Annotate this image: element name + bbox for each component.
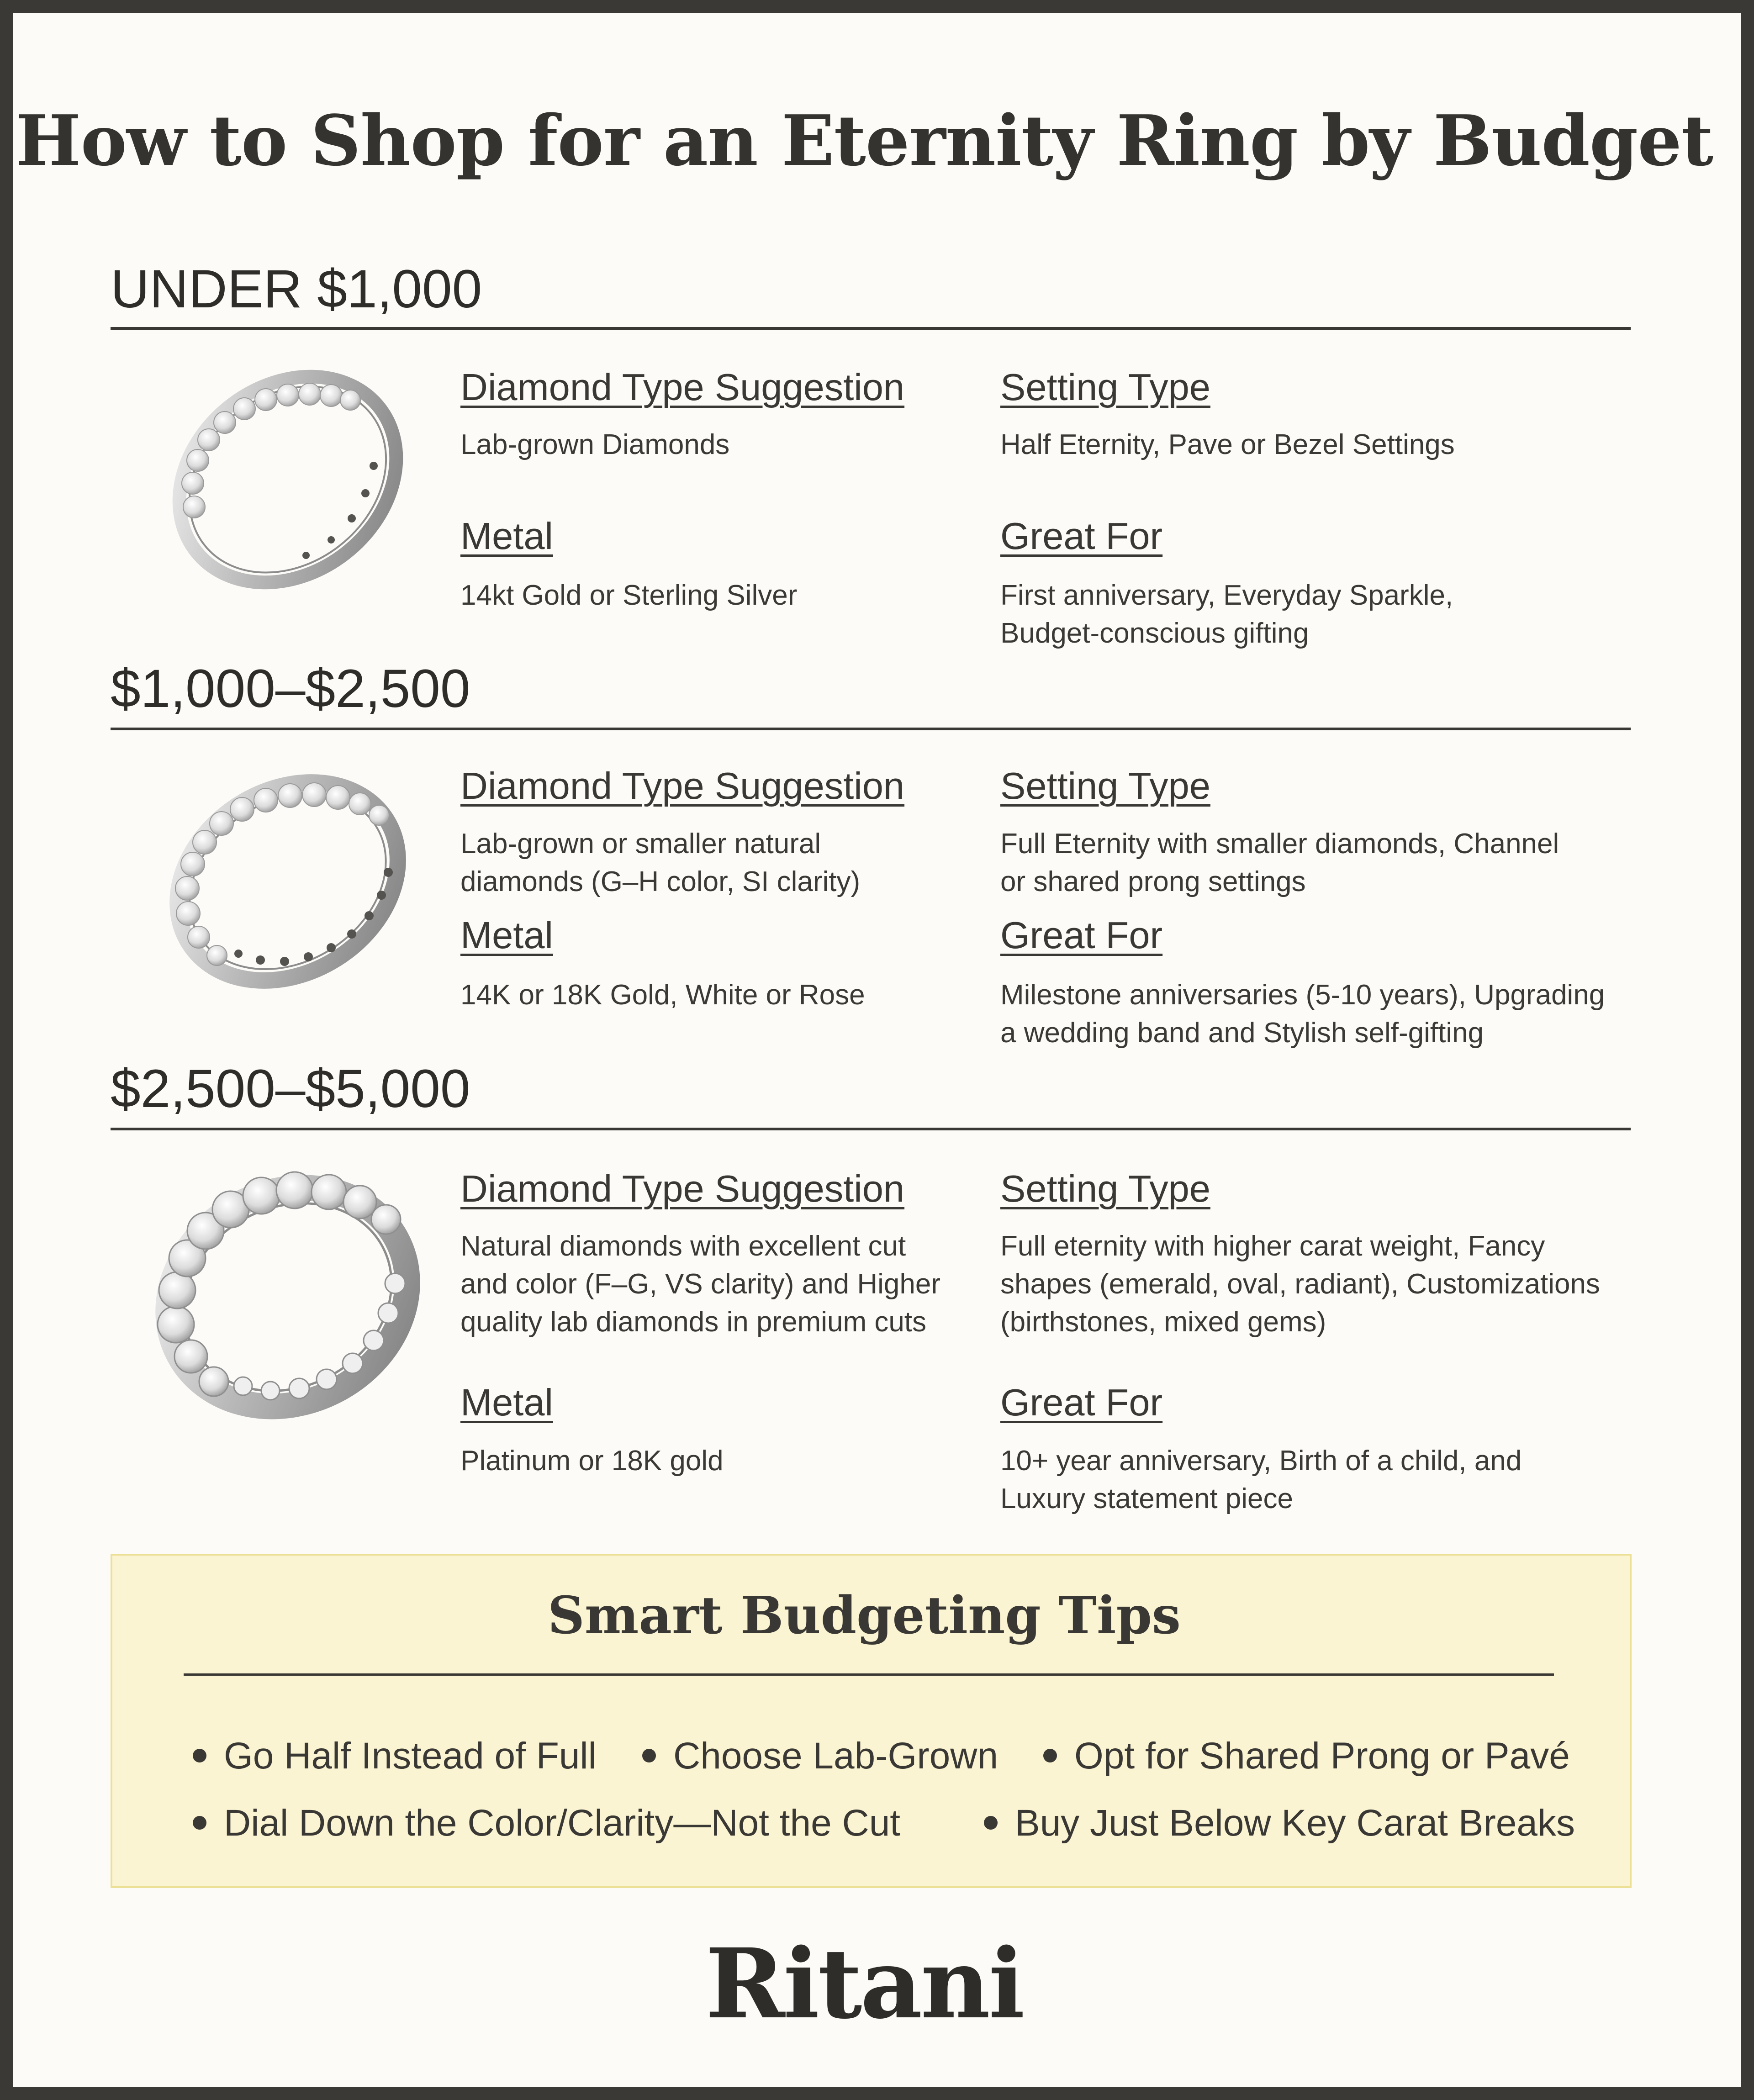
metal-value: 14kt Gold or Sterling Silver bbox=[460, 580, 798, 611]
setting-type-label: Setting Type bbox=[1000, 366, 1210, 408]
setting-type-label: Setting Type bbox=[1000, 765, 1210, 807]
setting-type-value: Full Eternity with smaller diamonds, Channel or shared prong settings bbox=[1000, 828, 1559, 897]
tip-item bbox=[1043, 1733, 1570, 1779]
setting-type-label: Setting Type bbox=[1000, 1167, 1210, 1210]
tier-divider bbox=[111, 327, 1631, 330]
diamond-type-value: Natural diamonds with excellent cut and color (F–G, VS clarity) and Higher quality lab diamonds in premium cuts bbox=[460, 1230, 940, 1338]
page-title: How to Shop for an Eternity Ring by Budget bbox=[15, 100, 1713, 181]
great-for-label: Great For bbox=[1000, 914, 1163, 956]
tier-heading-1000-2500: $1,000–$2,500 bbox=[111, 659, 470, 719]
tier-divider bbox=[111, 728, 1631, 730]
great-for-value: First anniversary, Everyday Sparkle, Budget-conscious gifting bbox=[1000, 580, 1453, 649]
metal-label: Metal bbox=[460, 914, 553, 956]
great-for-label: Great For bbox=[1000, 515, 1163, 557]
bullet-icon bbox=[984, 1816, 998, 1830]
diamond-type-label: Diamond Type Suggestion bbox=[460, 366, 905, 408]
tips-divider bbox=[184, 1673, 1554, 1676]
bullet-icon bbox=[1043, 1749, 1057, 1762]
metal-label: Metal bbox=[460, 1381, 553, 1424]
metal-value: 14K or 18K Gold, White or Rose bbox=[460, 979, 865, 1011]
great-for-value: 10+ year anniversary, Birth of a child, and Luxury statement piece bbox=[1000, 1445, 1522, 1514]
luxury-eternity-ring-image bbox=[142, 1160, 434, 1434]
setting-type-value: Half Eternity, Pave or Bezel Settings bbox=[1000, 429, 1455, 460]
tips-title: Smart Budgeting Tips bbox=[548, 1586, 1181, 1646]
diamond-type-label: Diamond Type Suggestion bbox=[460, 1167, 905, 1210]
bullet-icon bbox=[193, 1749, 206, 1762]
setting-type-value: Full eternity with higher carat weight, Fancy shapes (emerald, oval, radiant), Customizations (birthstones, mixed gems) bbox=[1000, 1230, 1600, 1338]
ritani-logo: Ritani bbox=[705, 1927, 1023, 2040]
tip-text: Buy Just Below Key Carat Breaks bbox=[1015, 1802, 1575, 1844]
tip-text: Go Half Instead of Full bbox=[224, 1735, 597, 1777]
half-eternity-ring-image bbox=[151, 356, 425, 603]
bullet-icon bbox=[642, 1749, 656, 1762]
diamond-type-value: Lab-grown Diamonds bbox=[460, 429, 730, 460]
diamond-type-value: Lab-grown or smaller natural diamonds (G–H color, SI clarity) bbox=[460, 828, 861, 897]
tip-text: Opt for Shared Prong or Pavé bbox=[1074, 1735, 1570, 1777]
tier-heading-2500-5000: $2,500–$5,000 bbox=[111, 1059, 470, 1119]
full-eternity-ring-image bbox=[151, 758, 425, 1005]
metal-value: Platinum or 18K gold bbox=[460, 1445, 724, 1477]
tip-item bbox=[984, 1800, 1575, 1846]
bullet-icon bbox=[193, 1816, 206, 1830]
metal-label: Metal bbox=[460, 515, 553, 557]
tip-item bbox=[193, 1800, 900, 1846]
diamond-type-label: Diamond Type Suggestion bbox=[460, 765, 905, 807]
great-for-value: Milestone anniversaries (5-10 years), Upgrading a wedding band and Stylish self-gifting bbox=[1000, 979, 1605, 1049]
tier-heading-under-1000: UNDER $1,000 bbox=[111, 259, 482, 319]
tip-text: Choose Lab-Grown bbox=[673, 1735, 999, 1777]
tip-text: Dial Down the Color/Clarity—Not the Cut bbox=[224, 1802, 901, 1844]
great-for-label: Great For bbox=[1000, 1381, 1163, 1424]
tip-item bbox=[193, 1733, 597, 1779]
tier-divider bbox=[111, 1128, 1631, 1130]
tip-item bbox=[642, 1733, 998, 1779]
